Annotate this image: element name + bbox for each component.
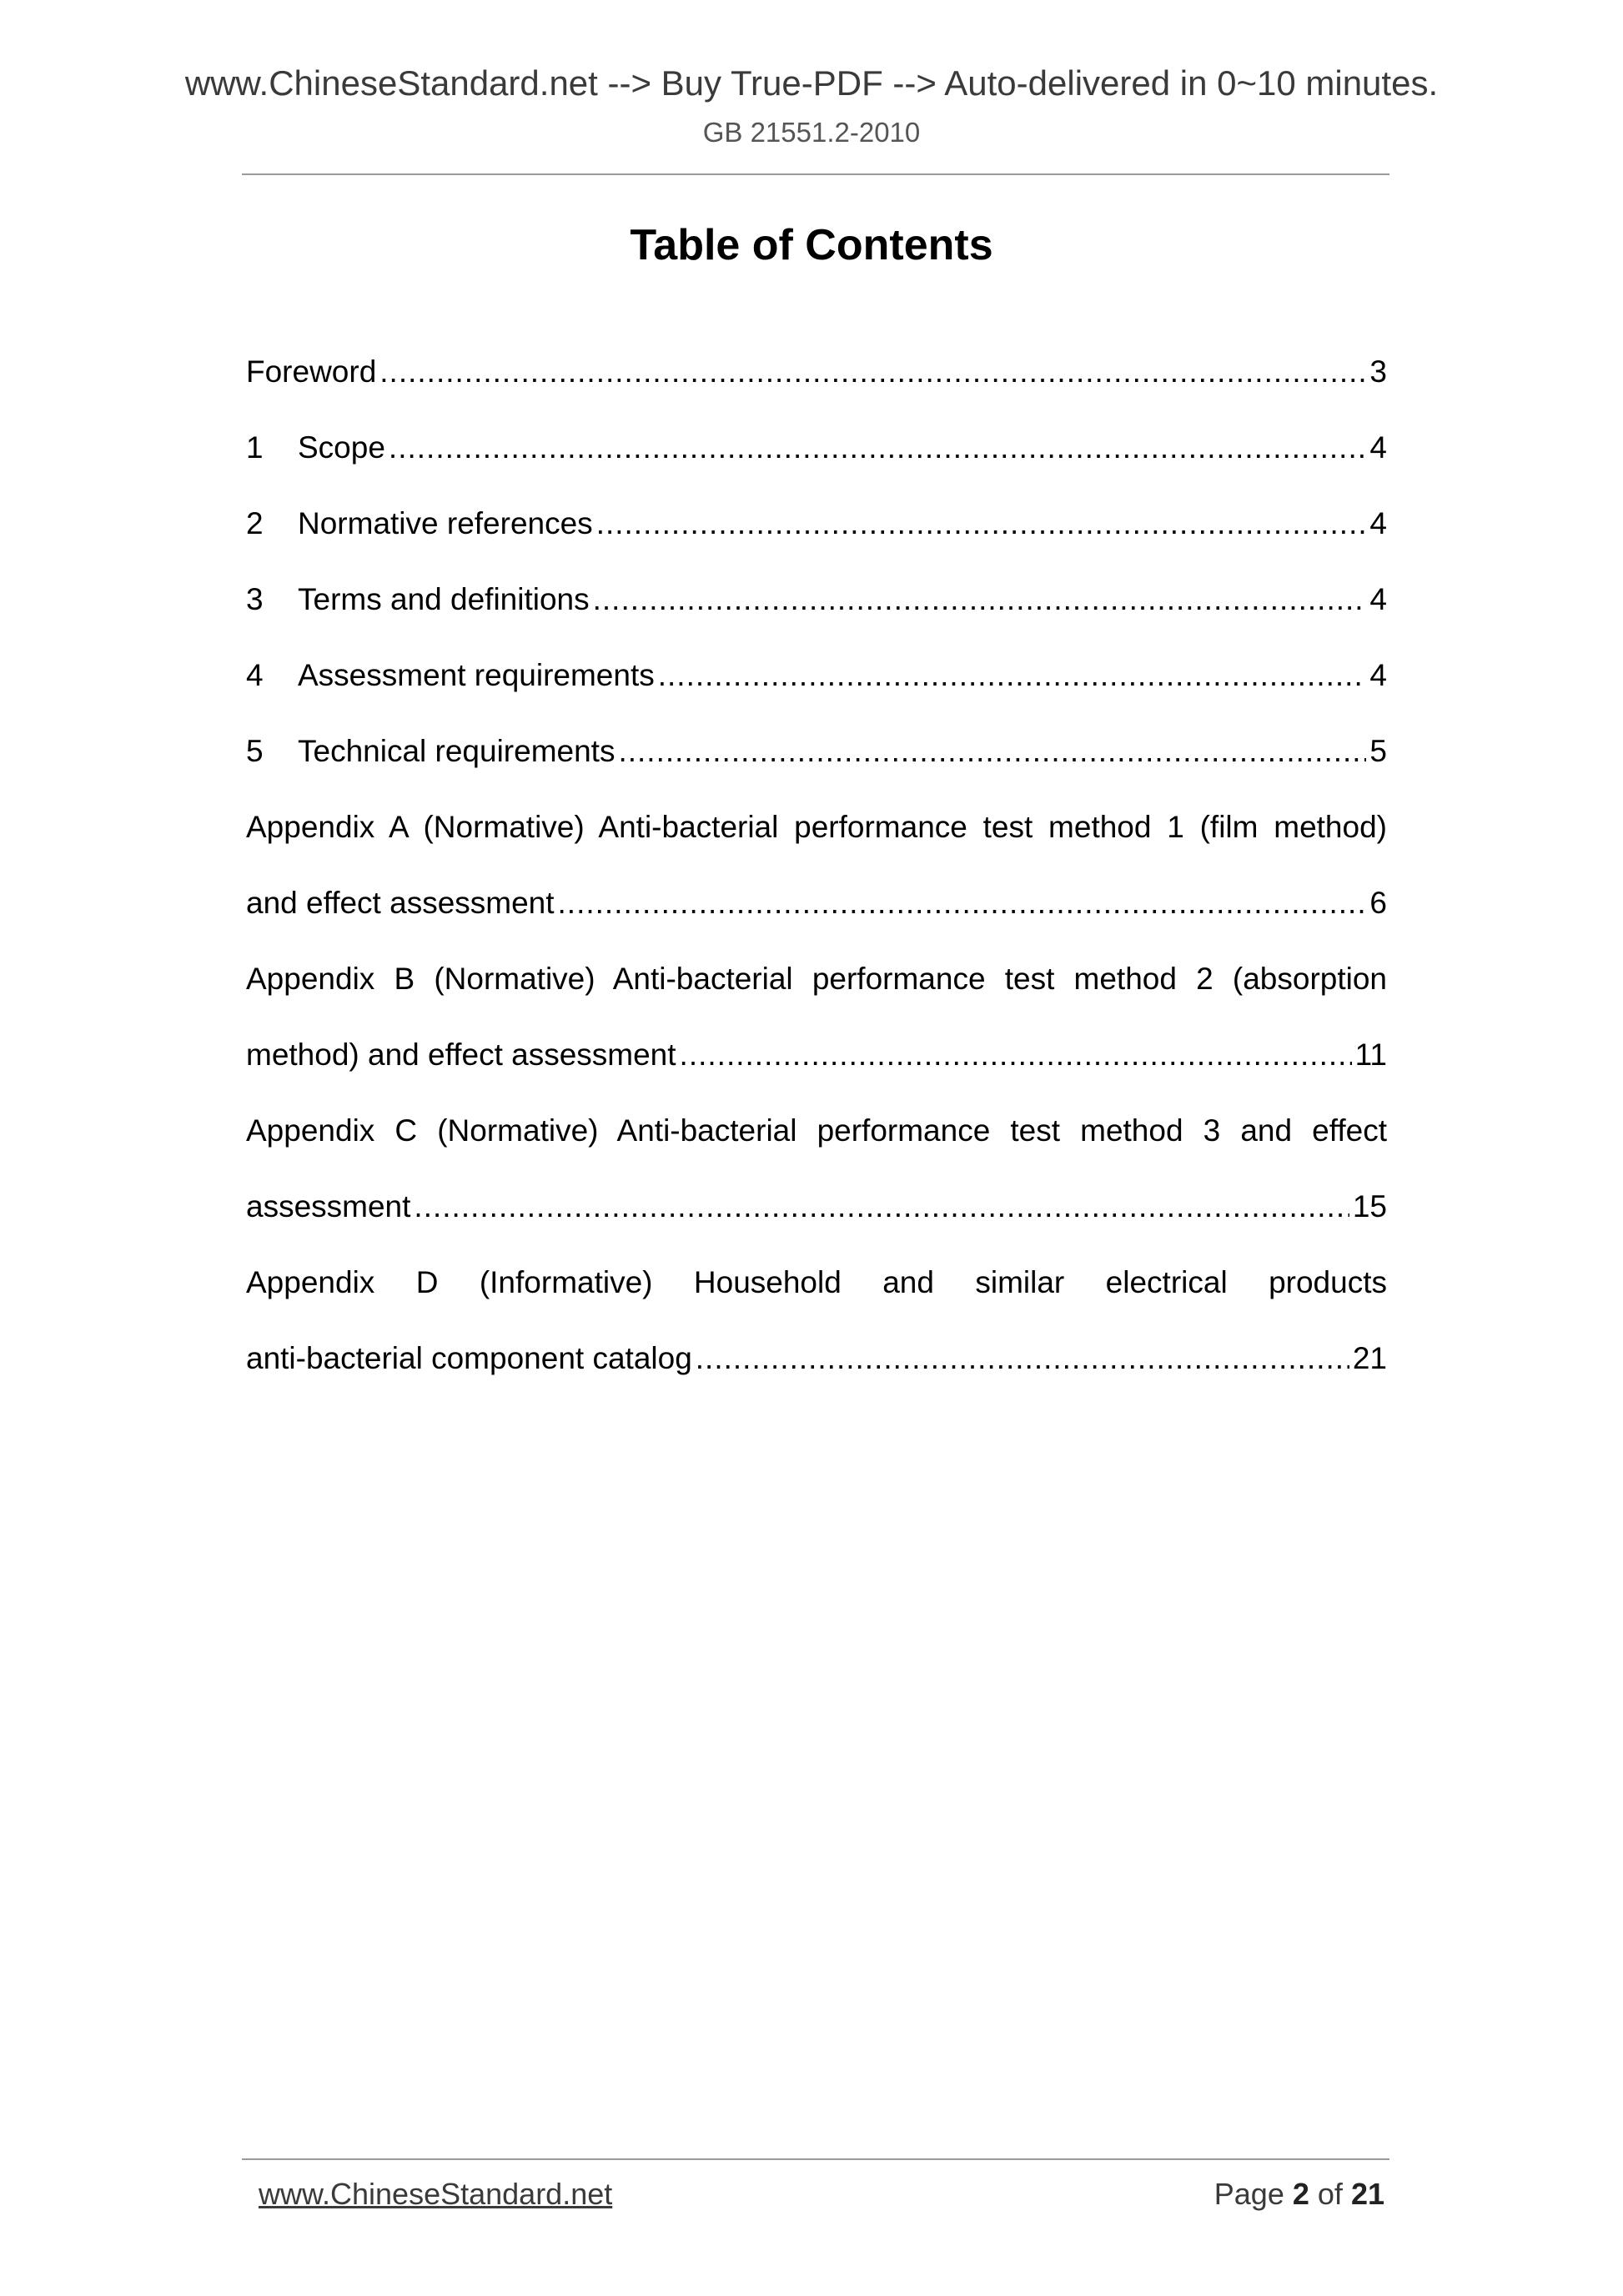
toc-entry-appendix-a-line1: Appendix A (Normative) Anti-bacterial performance test method 1 (film method) [246, 810, 1387, 844]
toc-entry-number: 3 [246, 582, 264, 616]
toc-entry-label: and effect assessment [246, 886, 555, 920]
toc-entry-technical-requirements [246, 713, 1387, 789]
dot-leader [389, 409, 1367, 485]
page-indicator [1214, 2177, 1384, 2212]
toc-entry-page: 5 [1369, 734, 1387, 768]
page-total: 21 [1350, 2177, 1384, 2211]
toc-entry-assessment-requirements [246, 637, 1387, 713]
table-of-contents [246, 334, 1387, 1396]
footer-website-link[interactable]: www.ChineseStandard.net [259, 2177, 613, 2211]
toc-entry-label: anti-bacterial component catalog [246, 1341, 692, 1375]
toc-entry-page: 4 [1369, 658, 1387, 692]
toc-entry-page: 15 [1352, 1189, 1387, 1223]
toc-entry-label: Technical requirements [298, 734, 616, 768]
toc-entry-label: Foreword [246, 354, 377, 389]
toc-entry-page: 4 [1369, 506, 1387, 540]
toc-entry-label: assessment [246, 1189, 411, 1223]
toc-entry-label: Assessment requirements [298, 658, 655, 692]
toc-entry-number: 4 [246, 658, 264, 692]
toc-entry-page: 4 [1369, 430, 1387, 465]
toc-entry-terms-definitions [246, 561, 1387, 637]
page-current: 2 [1292, 2177, 1309, 2211]
toc-entry-page: 21 [1352, 1341, 1387, 1375]
toc-entry-number: 5 [246, 734, 264, 768]
toc-entry-appendix-d [246, 1320, 1387, 1396]
toc-entry-label: Terms and definitions [298, 582, 590, 616]
toc-entry-number: 2 [246, 506, 264, 540]
toc-entry-page: 4 [1369, 582, 1387, 616]
toc-entry-appendix-a [246, 865, 1387, 941]
toc-entry-label: method) and effect assessment [246, 1037, 676, 1072]
toc-entry-appendix-b-line1: Appendix B (Normative) Anti-bacterial performance test method 2 (absorption [246, 962, 1387, 996]
dot-leader [658, 637, 1367, 713]
dot-leader [618, 713, 1366, 789]
dot-leader [596, 485, 1367, 561]
page-of: of [1317, 2177, 1343, 2211]
dot-leader [379, 334, 1366, 409]
toc-entry-appendix-d-line1: Appendix D (Informative) Household and similar electrical products [246, 1265, 1387, 1299]
dot-leader [680, 1017, 1352, 1093]
dot-leader [414, 1168, 1349, 1244]
toc-entry-label: Scope [298, 430, 385, 465]
header-divider [242, 173, 1389, 175]
toc-entry-label: Normative references [298, 506, 593, 540]
toc-entry-appendix-b [246, 1017, 1387, 1093]
document-code: GB 21551.2-2010 [702, 117, 921, 148]
toc-entry-foreword [246, 334, 1387, 409]
toc-entry-number: 1 [246, 430, 264, 465]
toc-entry-scope [246, 409, 1387, 485]
toc-entry-normative-references [246, 485, 1387, 561]
toc-entry-appendix-c [246, 1168, 1387, 1244]
toc-entry-appendix-c-line1: Appendix C (Normative) Anti-bacterial performance test method 3 and effect [246, 1113, 1387, 1148]
dot-leader [558, 865, 1367, 941]
page-prefix: Page [1213, 2177, 1284, 2211]
toc-entry-page: 3 [1369, 354, 1387, 389]
site-banner: www.ChineseStandard.net --> Buy True-PDF --> Auto-delivered in 0~10 minutes. [184, 63, 1439, 103]
toc-entry-page: 11 [1354, 1037, 1387, 1072]
page-title: Table of Contents [630, 221, 993, 269]
toc-entry-page: 6 [1369, 886, 1387, 920]
dot-leader [593, 561, 1367, 637]
dot-leader [696, 1320, 1349, 1396]
footer-divider [242, 2158, 1389, 2160]
